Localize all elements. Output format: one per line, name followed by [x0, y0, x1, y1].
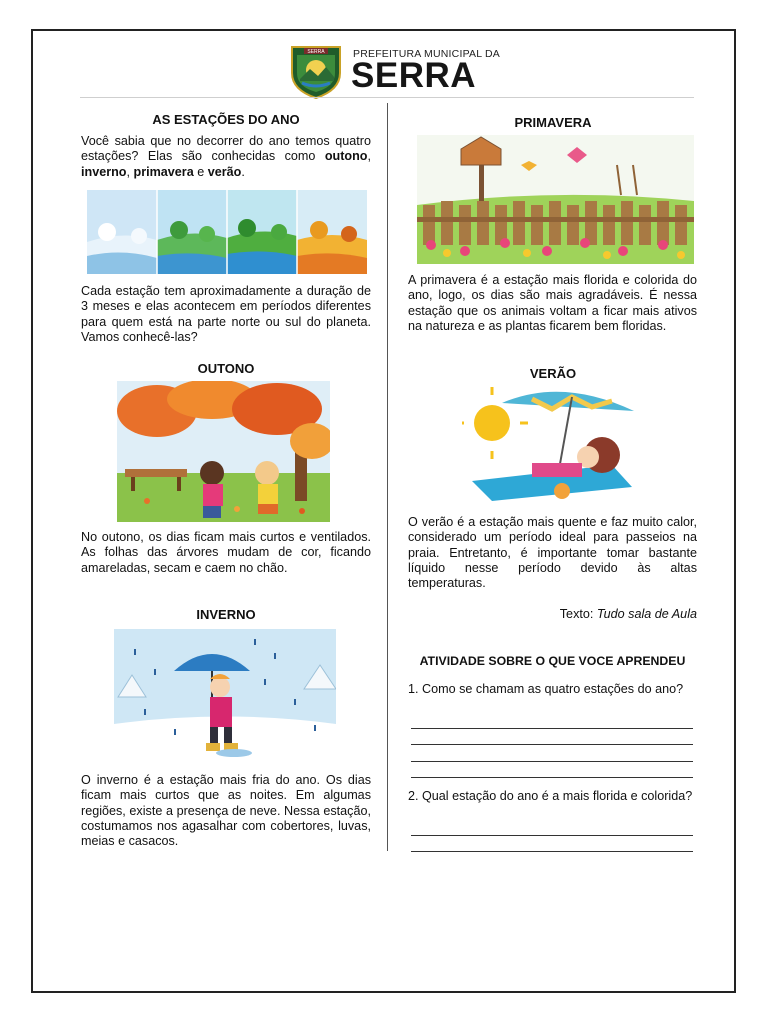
keyword-outono: outono	[324, 149, 368, 164]
separator: e	[193, 164, 208, 179]
credit-line	[408, 607, 697, 621]
outono-title: OUTONO	[197, 361, 255, 376]
answer-line[interactable]	[411, 729, 693, 746]
outono-illustration	[117, 381, 330, 522]
separator: ,	[126, 164, 134, 179]
answer-line[interactable]	[411, 762, 693, 779]
verao-illustration	[462, 383, 640, 505]
primavera-text-block	[408, 273, 697, 334]
question-1-block	[408, 682, 697, 697]
keyword-verao: verão	[207, 164, 242, 179]
intro-section	[81, 112, 371, 180]
primavera-text: A primavera é a estação mais florida e colorida do ano, logo, os dias são mais agradáveis. É nessa estação que os animais voltam a ficar mais ativos na natureza e as plantas ficarem bem floridas.	[408, 273, 697, 333]
prefeitura-label: PREFEITURA MUNICIPAL DA	[353, 48, 500, 60]
answer-lines-1[interactable]	[411, 712, 693, 778]
inverno-text-block	[81, 773, 371, 849]
activity-title: ATIVIDADE SOBRE O QUE VOCE APRENDEU	[419, 654, 686, 668]
verao-title: VERÃO	[529, 366, 577, 381]
answer-line[interactable]	[411, 745, 693, 762]
answer-lines-2[interactable]	[411, 819, 693, 852]
outono-section	[81, 361, 371, 376]
verao-text-block	[408, 515, 697, 591]
intro-paragraph	[81, 134, 371, 180]
primavera-illustration	[417, 135, 694, 264]
keyword-primavera: primavera	[133, 164, 194, 179]
primavera-title: PRIMAVERA	[514, 115, 592, 130]
keyword-inverno: inverno	[81, 164, 127, 179]
outono-text: No outono, os dias ficam mais curtos e ventilados. As folhas das árvores mudam de cor, ficando amareladas, secam e caem no chão.	[81, 530, 371, 575]
column-divider	[387, 103, 388, 851]
intro-text: Você sabia que no decorrer do ano temos quatro estações? Elas são conhecidas como	[81, 134, 371, 164]
answer-line[interactable]	[411, 836, 693, 853]
answer-line[interactable]	[411, 712, 693, 729]
inverno-text: O inverno é a estação mais fria do ano. Os dias ficam mais curtos que as noites. Em algumas regiões, existe a presença de neve. Nessa estação, costumamos nos agasalhar com cobertores, luvas, meias e casacos.	[81, 773, 371, 849]
credit-source: Tudo sala de Aula	[596, 607, 697, 621]
verao-text: O verão é a estação mais quente e faz muito calor, considerado um período ideal para passeios na praia. Entretanto, é importante tomar bastante líquido nesse período devido às altas temperaturas.	[408, 515, 697, 591]
inverno-illustration	[114, 629, 336, 767]
intro-section-2	[81, 284, 371, 345]
four-seasons-illustration	[87, 190, 367, 274]
city-name: SERRA	[351, 56, 477, 95]
period: .	[241, 164, 245, 179]
question-1: 1. Como se chamam as quatro estações do ano?	[408, 682, 684, 696]
intro-paragraph-2: Cada estação tem aproximadamente a duração de 3 meses e elas acontecem em períodos diferentes para quem está na parte norte ou sul do planeta. Vamos conhecê-las?	[81, 284, 371, 344]
credit-prefix: Texto:	[559, 607, 597, 621]
intro-title: AS ESTAÇÕES DO ANO	[152, 112, 300, 127]
outono-text-block	[81, 530, 371, 576]
answer-line[interactable]	[411, 819, 693, 836]
crest-label: SERRA	[307, 49, 325, 55]
question-2: 2. Qual estação do ano é a mais florida e colorida?	[408, 789, 693, 803]
question-2-block	[408, 789, 697, 804]
verao-section	[408, 366, 698, 381]
primavera-section	[408, 115, 698, 130]
inverno-section	[81, 607, 371, 622]
separator: ,	[367, 149, 371, 164]
header-logo	[288, 42, 500, 100]
header-divider	[80, 97, 694, 98]
activity-section	[408, 654, 697, 668]
inverno-title: INVERNO	[196, 607, 256, 622]
crest-icon	[288, 43, 344, 99]
